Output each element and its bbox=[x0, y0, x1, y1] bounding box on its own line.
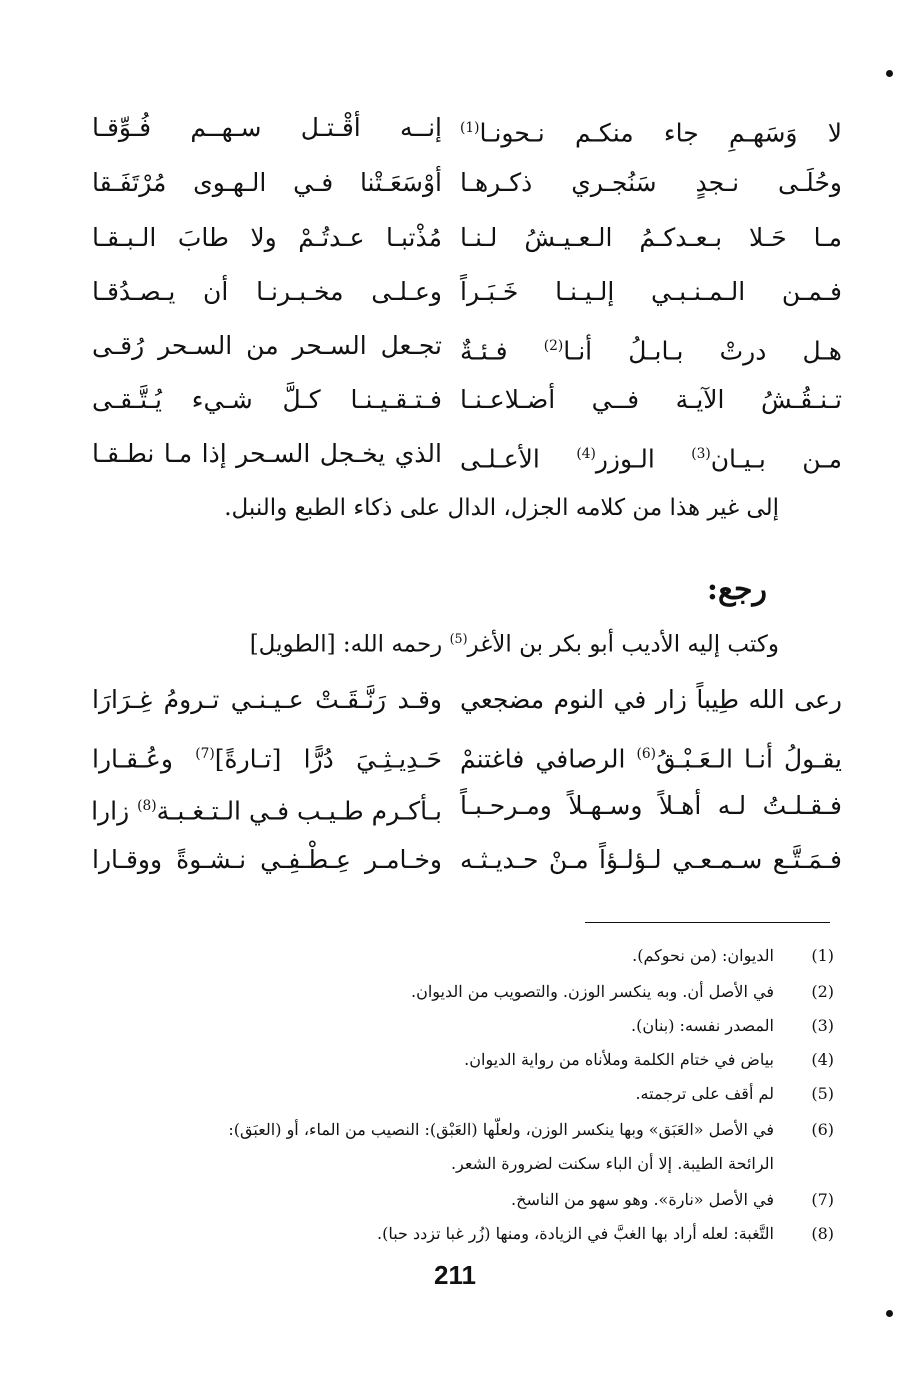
verse-second-hemistich: وقـد رَنَّـقَـتْ عـيـنـي تـرومُ غِـرَارَا bbox=[92, 685, 442, 714]
verse-second-hemistich: وعـلـى مخـبـرنـا أن يـصـدُقـا bbox=[92, 277, 442, 306]
footnote-number: (7) bbox=[811, 1190, 834, 1209]
section-heading: رجع: bbox=[706, 572, 767, 607]
verse-line bbox=[92, 218, 842, 258]
verse-line bbox=[92, 108, 842, 148]
footnote-text: المصدر نفسه: (بنان). bbox=[630, 1016, 774, 1035]
footnote-number: (5) bbox=[811, 1084, 834, 1103]
verse-line bbox=[92, 840, 842, 880]
verse-first-hemistich: رعى الله طِيباً زار في النوم مضجعي bbox=[460, 685, 842, 714]
verse-first-hemistich: فـمـن الـمـنـبـي إلـيـنـا خَـبَـراً bbox=[460, 277, 842, 306]
footnote-number: (6) bbox=[811, 1120, 834, 1139]
margin-dot bbox=[886, 1310, 893, 1317]
footnote-marker: (8) bbox=[137, 798, 157, 814]
verse-first-hemistich: فـمَـتَّـع سـمـعـي لـؤلـؤاً مـنْ حـديـثـه bbox=[460, 845, 842, 874]
verse-first-hemistich: وحُلَـى نـجدٍ سَنُجـري ذكـرهـا bbox=[460, 168, 842, 197]
verse-first-hemistich: مـن بـيـان$^{(3)}$ الـوزر$^{(4)}$ الأعـلـى bbox=[460, 444, 842, 474]
footnote-marker: (7) bbox=[195, 746, 215, 762]
footnote-number: (4) bbox=[811, 1050, 834, 1069]
verse-line bbox=[92, 326, 842, 366]
footnote-marker: (3) bbox=[691, 446, 711, 462]
verse-line bbox=[92, 163, 842, 203]
footnote-marker: (1) bbox=[460, 120, 480, 136]
footnote-marker: (4) bbox=[576, 446, 596, 462]
verse-second-hemistich: حَـدِيـثِـيَ دُرًّا [تـارةً]$^{(7)}$ وعُـقـارا bbox=[92, 744, 443, 774]
verse-first-hemistich: هـل درتْ بـابـلُ أنـا$^{(2)}$ فـئـةٌ bbox=[460, 336, 842, 366]
verse-line bbox=[92, 786, 842, 826]
verse-line bbox=[92, 434, 842, 474]
footnote-text: في الأصل «العَبَق» وبها ينكسر الوزن، ولعلّها (العَبْق): النصيب من الماء، أو (العبَق): bbox=[228, 1120, 774, 1139]
intro-paragraph: وكتب إليه الأديب أبو بكر بن الأغر$^{(5)}$ رحمه الله: [الطويل] bbox=[249, 631, 779, 658]
footnote-number: (1) bbox=[811, 946, 834, 965]
verse-first-hemistich: لا وَسَهـمِ جاء منكـم نـحونـا$^{(1)}$ bbox=[460, 118, 842, 148]
page-number: 211 bbox=[434, 1260, 476, 1290]
verse-second-hemistich: إنــه أقْـتـل سـهــم فُـوِّقـا bbox=[92, 113, 442, 142]
footnote-text: لم أقف على ترجمته. bbox=[635, 1084, 774, 1103]
footnote-text: في الأصل «نارة». وهو سهو من الناسخ. bbox=[511, 1190, 774, 1209]
verse-line bbox=[92, 380, 842, 420]
footnote-text: التَّغبة: لعله أراد بها الغبَّ في الزيادة، ومنها (زُر غبا تزدد حبا). bbox=[377, 1224, 774, 1243]
verse-first-hemistich: فـقـلـتُ لـه أهـلاً وسـهـلاً ومـرحـبـاً bbox=[460, 791, 842, 820]
verse-second-hemistich: بـأكـرم طـيـب فـي الـتـغـبـة$^{(8)}$ زارا bbox=[91, 796, 442, 826]
margin-dot bbox=[886, 70, 893, 77]
footnote-separator bbox=[585, 922, 830, 923]
footnote-text: بياض في ختام الكلمة وملأناه من رواية الديوان. bbox=[464, 1050, 774, 1069]
verse-line bbox=[92, 272, 842, 312]
footnote-number: (8) bbox=[811, 1224, 834, 1243]
verse-second-hemistich: أوْسَعَـتْنا فـي الـهـوى مُرْتَفَـقا bbox=[92, 168, 442, 197]
footnote-marker: (2) bbox=[543, 338, 564, 354]
verse-second-hemistich: فـتـقـيـنـا كـلَّ شـيء يُـتَّـقـى bbox=[92, 385, 442, 414]
footnote-text: في الأصل أن. وبه ينكسر الوزن. والتصويب من الديوان. bbox=[411, 982, 774, 1001]
footnote-marker: (5) bbox=[449, 631, 468, 646]
verse-first-hemistich: مـا حَـلا بـعـدكـمُ الـعـيـشُ لـنـا bbox=[460, 223, 842, 252]
verse-line bbox=[92, 734, 842, 774]
verse-line bbox=[92, 680, 842, 720]
footnote-marker: (6) bbox=[636, 746, 656, 762]
footnote-number: (3) bbox=[811, 1016, 834, 1035]
verse-second-hemistich: مُذْتبـا عـدتُـمْ ولا طابَ الـبـقـا bbox=[92, 223, 442, 252]
prose-paragraph: إلى غير هذا من كلامه الجزل، الدال على ذكاء الطبع والنبل. bbox=[224, 495, 779, 521]
verse-second-hemistich: الذي يخـجل السـحر إذا مـا نطـقـا bbox=[92, 439, 442, 468]
verse-first-hemistich: تـنـقُـشُ الآيـة فــي أضـلاعـنـا bbox=[460, 385, 842, 414]
verse-second-hemistich: وخـامـر عِـطْـفِـي نـشـوةً ووقـارا bbox=[92, 845, 442, 874]
verse-first-hemistich: يقـولُ أنـا الـعَـبْـقُ$^{(6)}$ الرصافي فاغتنمْ bbox=[460, 744, 842, 774]
verse-second-hemistich: تجـعل السـحر من السـحر رُقـى bbox=[92, 331, 442, 360]
footnote-text: الرائحة الطيبة. إلا أن الباء سكنت لضرورة الشعر. bbox=[450, 1154, 774, 1173]
footnote-number: (2) bbox=[811, 982, 834, 1001]
footnote-text: الديوان: (من نحوكم). bbox=[632, 946, 774, 965]
